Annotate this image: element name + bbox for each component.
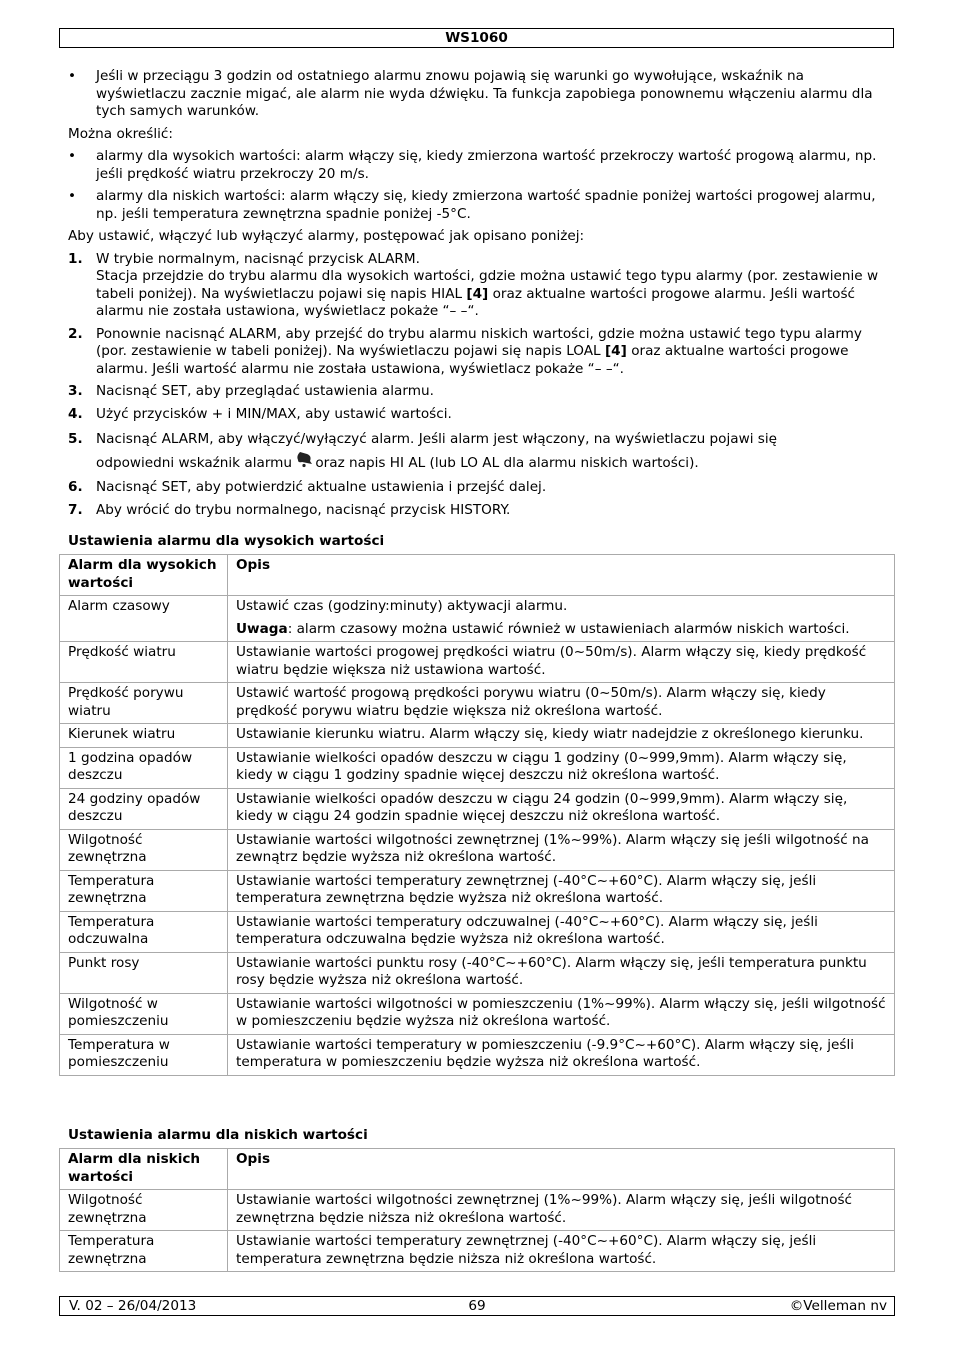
alarm-name: Alarm czasowy xyxy=(60,596,228,642)
alarm-name: Temperatura odczuwalna xyxy=(60,911,228,952)
footer-copyright: ©Velleman nv xyxy=(789,1298,887,1314)
can-define-text: Można określić: xyxy=(68,125,173,142)
high-alarm-heading: Ustawienia alarmu dla wysokich wartości xyxy=(68,533,385,549)
step-1-line1: W trybie normalnym, nacisnąć przycisk ALARM. xyxy=(96,250,420,267)
alarm-desc: Ustawianie wartości punktu rosy (-40°C~+60°C). Alarm włączy się, jeśli temperatura punktu rosy będzie wyższa niż określona wartość. xyxy=(228,952,895,993)
alarm-name: Temperatura w pomieszczeniu xyxy=(60,1034,228,1075)
alarm-desc: Ustawianie wartości temperatury w pomieszczeniu (-9.9°C~+60°C). Alarm włączy się, jeśli temperatura w pomieszczeniu będzie wyższa niż określona wartość. xyxy=(228,1034,895,1075)
table-row xyxy=(60,829,895,870)
step-number: 1. xyxy=(68,250,83,267)
alarm-note xyxy=(236,621,886,639)
table-row xyxy=(60,870,895,911)
table-row xyxy=(60,642,895,683)
alarm-desc: Ustawianie wartości temperatury odczuwalnej (-40°C~+60°C). Alarm włączy się, jeśli temperatura odczuwalna będzie wyższa niż określona wartość. xyxy=(228,911,895,952)
step-5-text-a: odpowiedni wskaźnik alarmu xyxy=(96,455,293,471)
define-bullet-high: • alarmy dla wysokich wartości: alarm włączy się, kiedy zmierzona wartość przekroczy wartość progową alarmu, np. jeśli prędkość wiatru przekroczy 20 m/s. xyxy=(68,148,886,183)
col-header-alarm: Alarm dla niskich wartości xyxy=(60,1149,228,1190)
note-text: : alarm czasowy można ustawić również w ustawieniach alarmów niskich wartości. xyxy=(287,620,850,637)
table-row xyxy=(60,747,895,788)
step-4-text: Użyć przycisków + i MIN/MAX, aby ustawić wartości. xyxy=(96,405,452,422)
table-row xyxy=(60,911,895,952)
alarm-desc: Ustawianie wartości progowej prędkości wiatru (0~50m/s). Alarm włączy się, kiedy prędkość wiatru będzie większa niż ustawiona wartość. xyxy=(228,642,895,683)
intro-bullet: • Jeśli w przeciągu 3 godzin od ostatniego alarmu znowu pojawią się warunki go wywołujące, wskaźnik na wyświetlaczu zacznie migać, ale alarm nie wyda dźwięku. Ta funkcja zapobiega ponownemu włączeniu alarmu dla tych samych warunków. xyxy=(68,68,886,121)
high-alarm-table xyxy=(59,554,895,1076)
alarm-name: Wilgotność zewnętrzna xyxy=(60,1190,228,1231)
col-header-alarm: Alarm dla wysokich wartości xyxy=(60,555,228,596)
col-header-desc: Opis xyxy=(228,555,895,596)
step-number: 5. xyxy=(68,431,83,447)
alarm-desc: Ustawianie wielkości opadów deszczu w ciągu 1 godziny (0~999,9mm). Alarm włączy się, kiedy w ciągu 1 godziny spadnie więcej deszczu niż określona wartość. xyxy=(228,747,895,788)
step-number: 4. xyxy=(68,405,83,422)
table-header-row xyxy=(60,1149,895,1190)
step-2-text-b: oraz aktualne wartości progowe alarmu. Jeśli wartość alarmu nie została ustawiona, wyświetlacz pokaże “– –“. xyxy=(96,343,849,377)
alarm-name: 24 godziny opadów deszczu xyxy=(60,788,228,829)
define-bullet-low: • alarmy dla niskich wartości: alarm włączy się, kiedy zmierzona wartość spadnie poniżej wartości progowej alarmu, np. jeśli temperatura zewnętrzna spadnie poniżej -5°C. xyxy=(68,188,886,223)
alarm-desc: Ustawianie kierunku wiatru. Alarm włączy się, kiedy wiatr nadejdzie z określonego kierunku. xyxy=(228,724,895,748)
low-alarm-table xyxy=(59,1148,895,1272)
bell-icon xyxy=(296,450,314,468)
step-2 xyxy=(68,326,886,379)
model-title: WS1060 xyxy=(445,30,508,46)
low-alarm-heading: Ustawienia alarmu dla niskich wartości xyxy=(68,1127,368,1143)
alarm-name: Punkt rosy xyxy=(60,952,228,993)
col-header-desc: Opis xyxy=(228,1149,895,1190)
table-row xyxy=(60,993,895,1034)
table-row xyxy=(60,683,895,724)
step-1 xyxy=(68,251,886,321)
alarm-name: Kierunek wiatru xyxy=(60,724,228,748)
alarm-desc xyxy=(228,596,895,642)
table-row xyxy=(60,724,895,748)
table-row xyxy=(60,1034,895,1075)
step-number: 7. xyxy=(68,501,83,518)
step-7-text: Aby wrócić do trybu normalnego, nacisnąć przycisk HISTORY. xyxy=(96,501,511,518)
step-2-text-a: Ponownie nacisnąć ALARM, aby przejść do trybu alarmu niskich wartości, gdzie można ustawić tego typu alarmy (por. zestawienie w tabeli poniżej). Na wyświetlaczu pojawi się napis LOAL xyxy=(96,325,862,359)
table-row xyxy=(60,596,895,642)
step-5-text-b: oraz napis HI AL (lub LO AL dla alarmu niskich wartości). xyxy=(315,455,699,471)
step-5-line1: Nacisnąć ALARM, aby włączyć/wyłączyć alarm. Jeśli alarm jest włączony, na wyświetlaczu pojawi się xyxy=(96,431,778,447)
step-6-text: Nacisnąć SET, aby potwierdzić aktualne ustawienia i przejść dalej. xyxy=(96,479,547,495)
table-row xyxy=(60,1231,895,1272)
alarm-desc: Ustawić wartość progową prędkości porywu wiatru (0~50m/s). Alarm włączy się, kiedy prędkość porywu wiatru będzie większa niż określona wartość. xyxy=(228,683,895,724)
alarm-name: Prędkość porywu wiatru xyxy=(60,683,228,724)
alarm-desc: Ustawianie wartości wilgotności zewnętrznej (1%~99%). Alarm włączy się, jeśli wilgotność zewnętrzna będzie niższa niż określona wartość. xyxy=(228,1190,895,1231)
step-7 xyxy=(68,502,886,520)
alarm-desc: Ustawianie wartości wilgotności w pomieszczeniu (1%~99%). Alarm włączy się, jeśli wilgotność w pomieszczeniu będzie wyższa niż określona wartość. xyxy=(228,993,895,1034)
step-3 xyxy=(68,383,886,401)
alarm-name: Wilgotność w pomieszczeniu xyxy=(60,993,228,1034)
table-row xyxy=(60,1190,895,1231)
main-content xyxy=(68,68,886,524)
alarm-desc: Ustawianie wielkości opadów deszczu w ciągu 24 godzin (0~999,9mm). Alarm włączy się, kiedy w ciągu 24 godzin spadnie więcej deszczu niż określona wartość. xyxy=(228,788,895,829)
alarm-name: Wilgotność zewnętrzna xyxy=(60,829,228,870)
step-3-text: Nacisnąć SET, aby przeglądać ustawienia alarmu. xyxy=(96,383,434,399)
step-1-text-a: Stacja przejdzie do trybu alarmu dla wysokich wartości, gdzie można ustawić tego typu alarmy (por. zestawienie w tabeli poniżej). Na wyświetlaczu pojawi się napis HIAL xyxy=(96,268,879,302)
footer-page-number: 69 xyxy=(468,1298,486,1314)
alarm-desc: Ustawianie wartości temperatury zewnętrznej (-40°C~+60°C). Alarm włączy się, jeśli temperatura zewnętrzna będzie wyższa niż określona wartość. xyxy=(228,870,895,911)
note-label: Uwaga xyxy=(236,620,288,637)
table-row xyxy=(60,788,895,829)
step-2-ref: [4] xyxy=(604,343,627,359)
alarm-name: Prędkość wiatru xyxy=(60,642,228,683)
step-number: 2. xyxy=(68,325,83,342)
step-4 xyxy=(68,406,886,424)
document-header xyxy=(59,28,894,48)
alarm-name: 1 godzina opadów deszczu xyxy=(60,747,228,788)
alarm-desc-text: Ustawić czas (godziny:minuty) aktywacji alarmu. xyxy=(236,598,568,614)
alarm-desc: Ustawianie wartości temperatury zewnętrznej (-40°C~+60°C). Alarm włączy się, jeśli temperatura zewnętrzna będzie niższa niż określona wartość. xyxy=(228,1231,895,1272)
alarm-name: Temperatura zewnętrzna xyxy=(60,1231,228,1272)
table-header-row xyxy=(60,555,895,596)
step-5 xyxy=(68,428,886,474)
step-1-text-b: oraz aktualne wartości progowe alarmu. Jeśli wartość alarmu nie została ustawiona, wyświetlacz pokaże “– –“. xyxy=(96,285,856,319)
howto-text: Aby ustawić, włączyć lub wyłączyć alarmy, postępować jak opisano poniżej: xyxy=(68,228,585,244)
step-1-ref: [4] xyxy=(466,285,489,302)
step-number: 3. xyxy=(68,383,83,399)
alarm-desc: Ustawianie wartości wilgotności zewnętrznej (1%~99%). Alarm włączy się jeśli wilgotność na zewnątrz będzie wyższa niż określona wartość. xyxy=(228,829,895,870)
step-6 xyxy=(68,479,886,497)
step-number: 6. xyxy=(68,479,83,495)
table-row xyxy=(60,952,895,993)
alarm-name: Temperatura zewnętrzna xyxy=(60,870,228,911)
footer-version: V. 02 – 26/04/2013 xyxy=(69,1298,197,1314)
document-footer xyxy=(59,1296,895,1316)
